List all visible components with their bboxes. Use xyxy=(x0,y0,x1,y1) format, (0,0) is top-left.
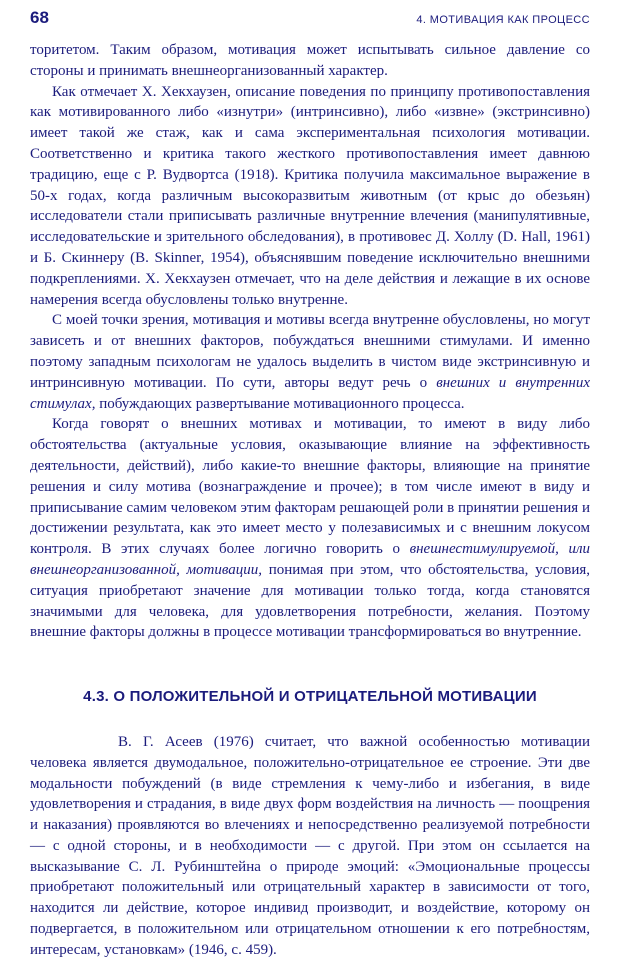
paragraph xyxy=(30,40,590,82)
text-run: торитетом. Таким образом, мотивация может испытывать сильное давление со стороны и принимать внешнеорганизованный характер. xyxy=(30,42,590,79)
page-number: 68 xyxy=(30,8,49,27)
text-run: В. Г. Асеев (1976) считает, что важной особенностью мотивации человека является двумодальное, положительно-отрицательное ее строение. Эти две модальности побуждений (в виде стремления к чему-либо и избегания, в виде удовлетворения и страдания, в виде двух форм воздействия на личность — поощрения и наказания) проявляются во влечениях и непосредственно реализуемой потребности — с одной стороны, и в необходимости — с другой. При этом он ссылается на высказывание С. Л. Рубинштейна о природе эмоций: «Эмоциональные процессы приобретают положительный или отрицательный характер в зависимости от того, находится ли действие, которое индивид производит, и воздействие, которому он подвергается, в положительном или отрицательном отношении к его потребностям, интересам, установкам» (1946, с. 459). xyxy=(30,733,590,958)
text-run: побуждающих развертывание мотивационного процесса. xyxy=(95,395,465,412)
paragraph xyxy=(30,732,590,961)
text-run: понимая при этом, что обстоятельства, условия, ситуация приобретают значение для мотивации только тогда, когда становятся значимыми для человека, для удовлетворения потребности, желания. Поэтому внешние факторы должны в процессе мотивации трансформироваться во внутренние. xyxy=(30,561,590,641)
text-run: Когда говорят о внешних мотивах и мотивации, то имеют в виду либо обстоятельства (актуальные условия, оказывающие влияние на эффективность деятельности, действий), либо какие-то внешние факторы, влияющие на принятие решения и силу мотива (вознаграждение и прочее); в том числе имеют в виду и приписывание самим человеком этим факторам решающей роли в принятии решения и достижении результата, как это имеет место у полезависимых и с внешним локусом контроля. В этих случаях более логично говорить о xyxy=(30,416,590,558)
running-header: 4. МОТИВАЦИЯ КАК ПРОЦЕСС xyxy=(416,14,590,26)
paragraph xyxy=(30,414,590,643)
page-body xyxy=(30,40,590,961)
italic-text-run: внешнестимулируемой, или внешнеорганизованной, мотивации, xyxy=(30,541,590,578)
text-run: С моей точки зрения, мотивация и мотивы всегда внутренне обусловлены, но могут зависеть и от внешних факторов, побуждаться внешними стимулами. И именно поэтому западным психологам не удалось выделить в чистом виде экстринсивную и интринсивную мотивации. По сути, авторы ведут речь о xyxy=(30,312,590,391)
paragraph xyxy=(30,310,590,414)
paragraph xyxy=(30,82,590,311)
text-run: Как отмечает Х. Хекхаузен, описание поведения по принципу противопоставления как мотивированного либо «изнутри» (интринсивно), либо «извне» (экстринсивно) имеет такой же стаж, как и сама экспериментальная психология мотивации. Соответственно и критика такого жесткого противопоставления имеет давнюю традицию, еще с Р. Вудвортса (1918). Критика получила максимальное выражение в 50-х годах, когда различным высокоразвитым животным (от крыс до обезьян) исследователи стали приписывать различные внутренние влечения (манипулятивные, исследовательские и зрительного обследования), в противовес Д. Холлу (D. Hall, 1961) и Б. Скиннеру (B. Skinner, 1954), объяснявшим поведение исключительно внешними подкреплениями. Х. Хекхаузен отмечает, что на деле действия и лежащие в их основе намерения всегда обусловлены только внутренне. xyxy=(30,83,590,308)
section-heading: 4.3. О ПОЛОЖИТЕЛЬНОЙ И ОТРИЦАТЕЛЬНОЙ МОТИВАЦИИ xyxy=(83,688,537,706)
page-header xyxy=(30,8,590,40)
italic-text-run: внешних и внутренних стимулах, xyxy=(30,374,590,412)
